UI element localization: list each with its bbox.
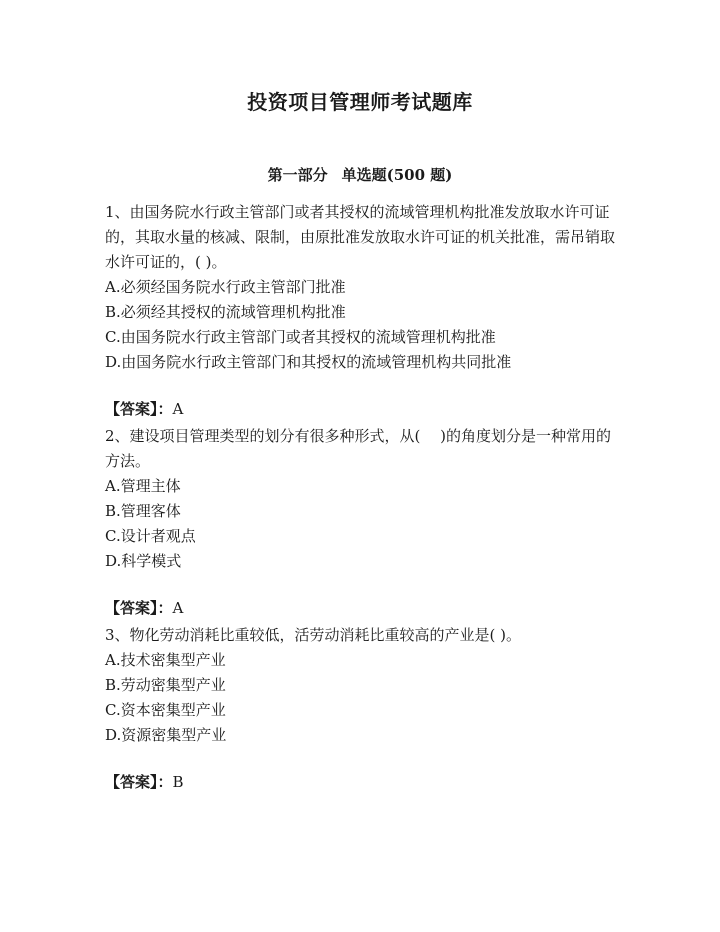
- option-a: A.管理主体: [105, 477, 181, 495]
- option-b: B.管理客体: [105, 502, 181, 520]
- option-a: A.技术密集型产业: [105, 651, 226, 669]
- question-1: [105, 200, 620, 422]
- question-stem: 1、由国务院水行政主管部门或者其授权的流域管理机构批准发放取水许可证的，其取水量的核减、限制，由原批准发放取水许可证的机关批准，需吊销取水许可证的，( )。: [105, 203, 616, 271]
- answer-label: 【答案】：: [105, 400, 173, 418]
- section-part: 第一部分: [267, 166, 328, 184]
- option-b: B.劳动密集型产业: [105, 676, 226, 694]
- option-c: C.由国务院水行政主管部门或者其授权的流域管理机构批准: [105, 328, 496, 346]
- answer-value: B: [172, 773, 184, 791]
- answer-label: 【答案】：: [105, 599, 173, 617]
- question-3: [105, 623, 620, 795]
- option-a: A.必须经国务院水行政主管部门批准: [105, 278, 346, 296]
- option-d: D.科学模式: [105, 552, 182, 570]
- option-c: C.资本密集型产业: [105, 701, 226, 719]
- option-d: D.资源密集型产业: [105, 726, 227, 744]
- question-stem: 2、建设项目管理类型的划分有很多种形式，从( )的角度划分是一种常用的方法。: [105, 427, 612, 470]
- option-c: C.设计者观点: [105, 527, 196, 545]
- answer-line: [105, 770, 620, 795]
- answer-label: 【答案】：: [105, 773, 173, 791]
- document-title: 投资项目管理师考试题库: [247, 90, 473, 114]
- option-b: B.必须经其授权的流域管理机构批准: [105, 303, 346, 321]
- section-name: 单选题(500 题): [341, 166, 453, 184]
- section-heading: [0, 164, 720, 185]
- answer-value: A: [172, 599, 184, 617]
- answer-line: [105, 596, 620, 621]
- question-list: [105, 200, 620, 795]
- answer-line: [105, 397, 620, 422]
- answer-value: A: [172, 400, 184, 418]
- question-stem: 3、物化劳动消耗比重较低，活劳动消耗比重较高的产业是( )。: [105, 626, 522, 644]
- question-2: [105, 424, 620, 621]
- option-d: D.由国务院水行政主管部门和其授权的流域管理机构共同批准: [105, 353, 512, 371]
